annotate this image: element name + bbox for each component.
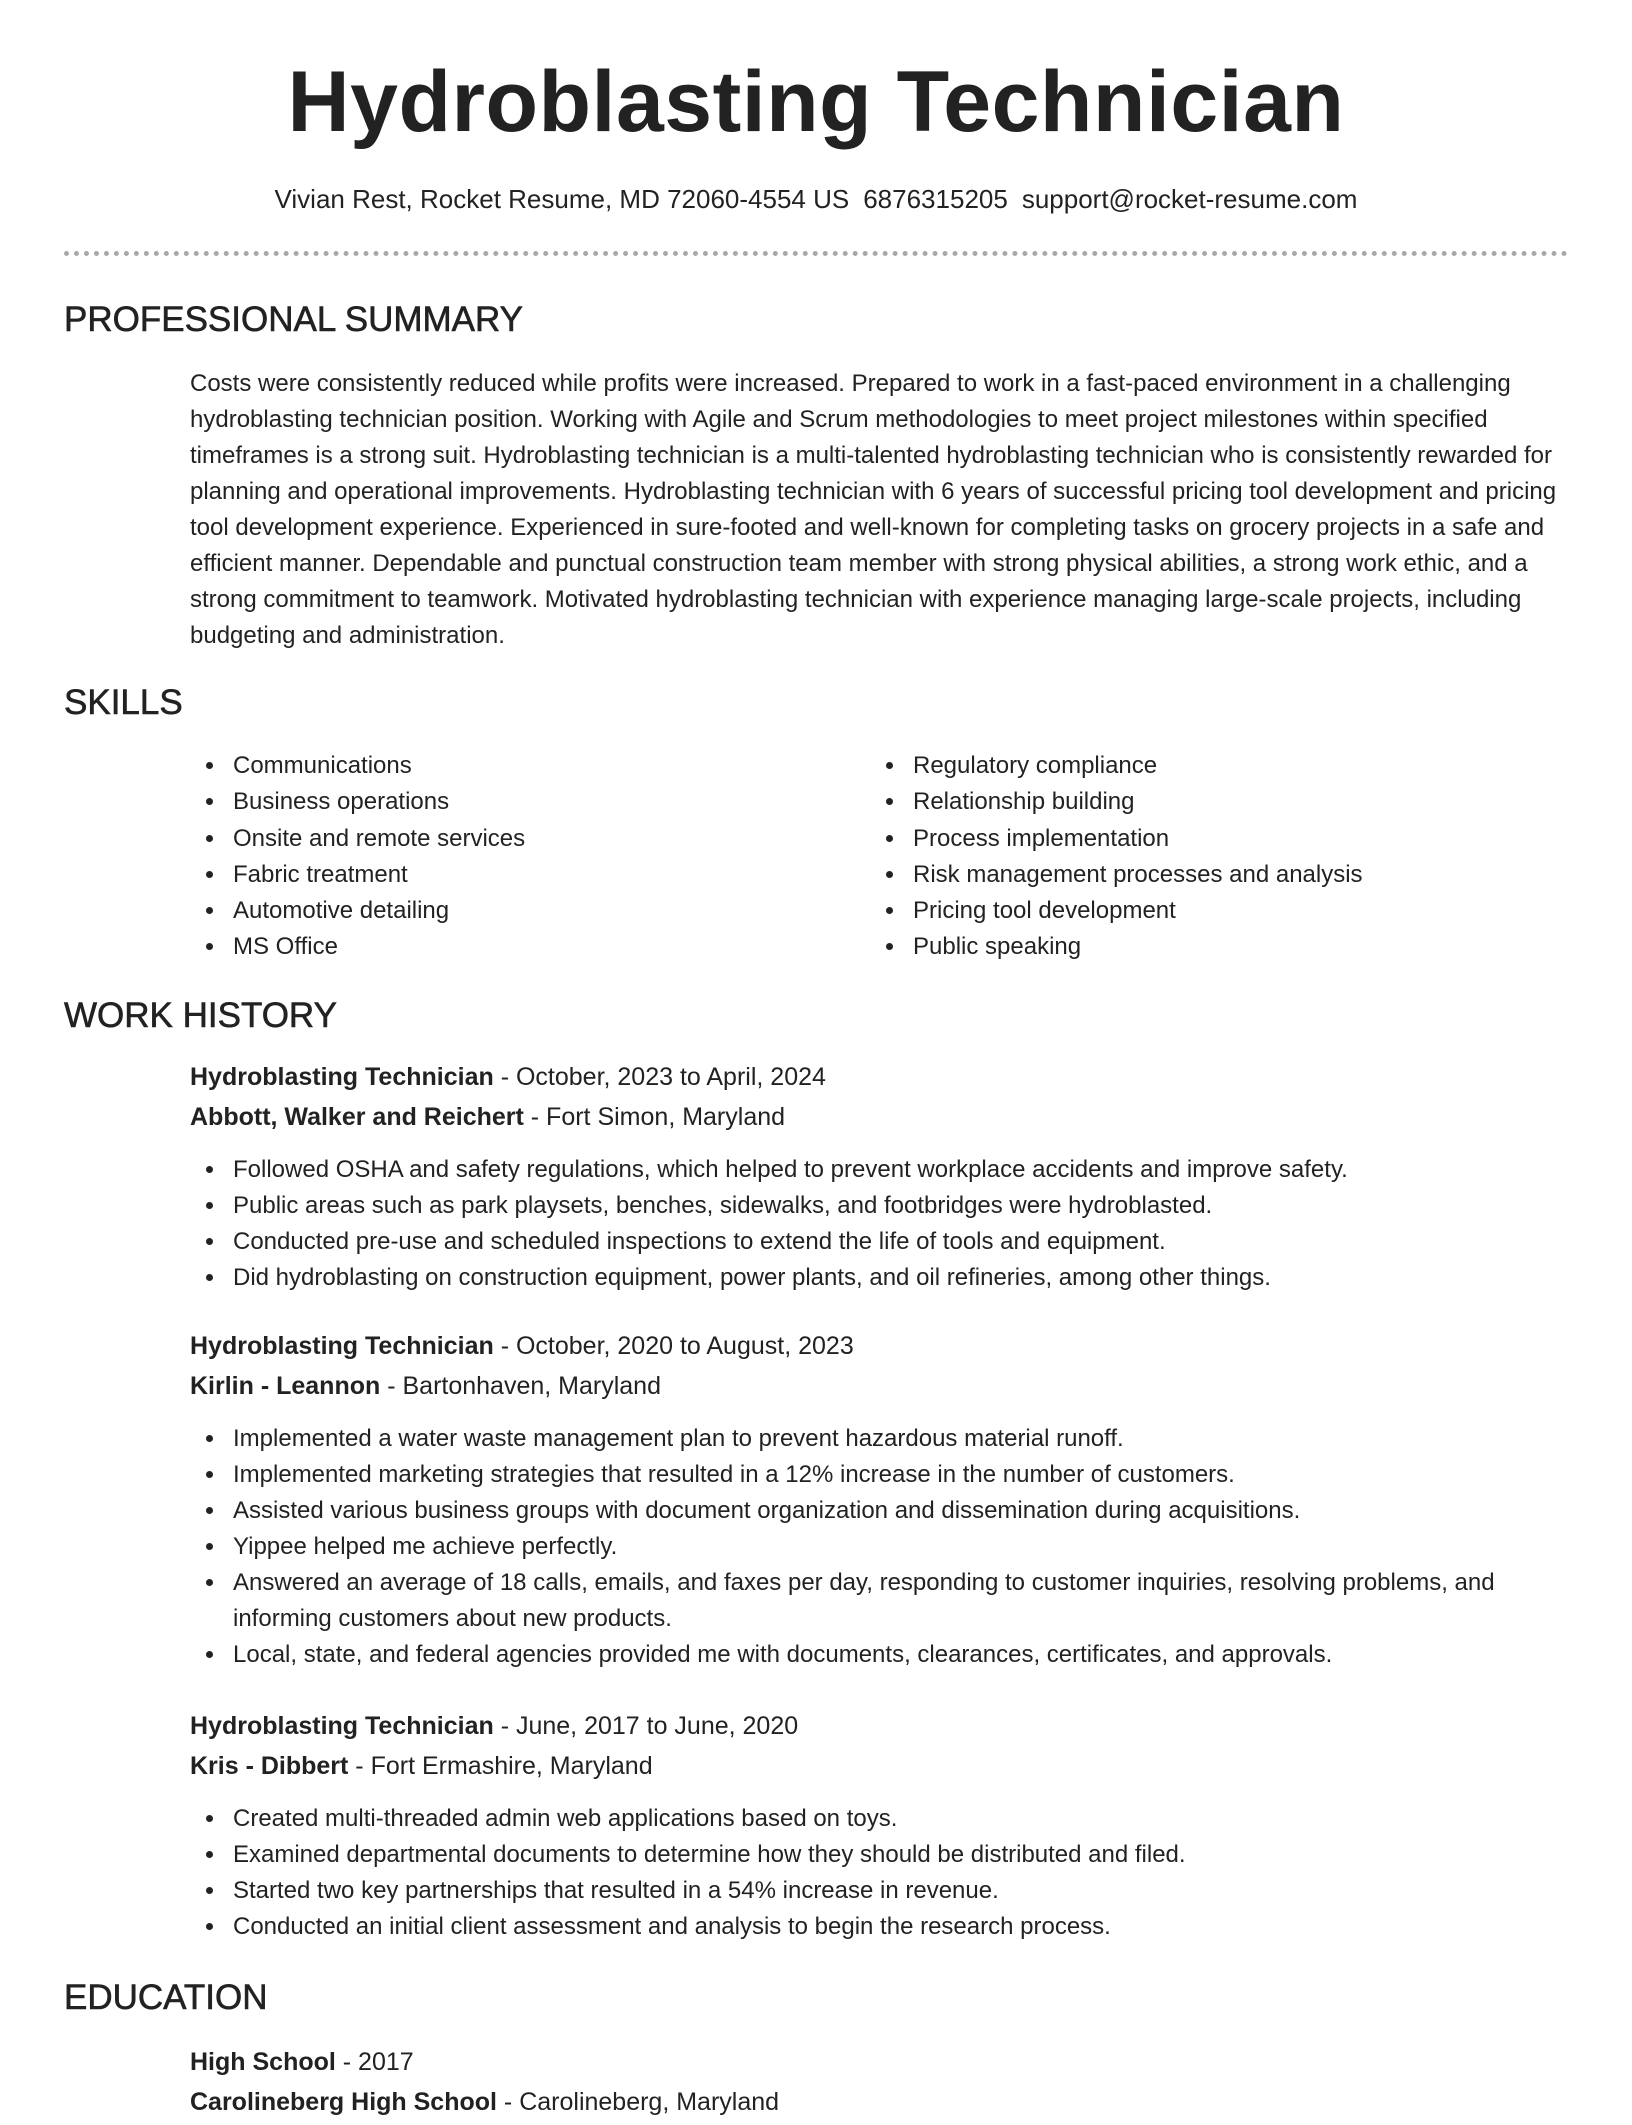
header-divider xyxy=(64,251,1568,256)
job-location: - Bartonhaven, Maryland xyxy=(380,1372,661,1400)
job-company: Kirlin - Leannon xyxy=(190,1372,381,1400)
job-bullet: Conducted an initial client assessment and analysis to begin the research process. xyxy=(233,1909,1570,1945)
job-title: Hydroblasting Technician xyxy=(190,1332,494,1360)
education-degree: High School xyxy=(190,2048,336,2076)
job-title-line xyxy=(190,1329,1570,1369)
job-dates: - October, 2023 to April, 2024 xyxy=(493,1063,826,1091)
job-company-line xyxy=(190,1369,1570,1409)
job-title: Hydroblasting Technician xyxy=(190,1063,494,1091)
job-entry xyxy=(190,1060,1570,1296)
job-bullet: Answered an average of 18 calls, emails, and faxes per day, responding to customer inquiries, resolving problems, and informing customers about new products. xyxy=(233,1565,1570,1637)
contact-email: support@rocket-resume.com xyxy=(1021,184,1358,214)
job-company-line xyxy=(190,1749,1570,1789)
contact-line xyxy=(0,182,1632,216)
education-school: Carolineberg High School xyxy=(190,2088,497,2116)
job-bullets xyxy=(190,1421,1570,1673)
contact-address: Vivian Rest, Rocket Resume, MD 72060-4554 US xyxy=(274,184,850,214)
job-bullet: Yippee helped me achieve perfectly. xyxy=(233,1529,1570,1565)
summary-heading: PROFESSIONAL SUMMARY xyxy=(64,300,523,339)
job-entry xyxy=(190,1329,1570,1673)
job-bullets xyxy=(190,1152,1570,1296)
education-year: - 2017 xyxy=(335,2048,414,2076)
job-dates: - October, 2020 to August, 2023 xyxy=(493,1332,854,1360)
job-bullet: Created multi-threaded admin web applications based on toys. xyxy=(233,1801,1570,1837)
skill-item: Pricing tool development xyxy=(913,893,1363,929)
skill-item: Risk management processes and analysis xyxy=(913,857,1363,893)
job-bullet: Followed OSHA and safety regulations, which helped to prevent workplace accidents and improve safety. xyxy=(233,1152,1570,1188)
skills-list-right xyxy=(870,748,1363,966)
skill-item: Relationship building xyxy=(913,784,1363,820)
education-school-line xyxy=(190,2085,1570,2125)
job-title-line xyxy=(190,1060,1570,1100)
skill-item: Process implementation xyxy=(913,821,1363,857)
job-bullet: Public areas such as park playsets, benches, sidewalks, and footbridges were hydroblasted. xyxy=(233,1188,1570,1224)
job-company: Abbott, Walker and Reichert xyxy=(190,1103,524,1131)
skill-item: Business operations xyxy=(233,784,525,820)
job-bullet: Started two key partnerships that resulted in a 54% increase in revenue. xyxy=(233,1873,1570,1909)
job-company: Kris - Dibbert xyxy=(190,1752,349,1780)
skill-item: Automotive detailing xyxy=(233,893,525,929)
job-location: - Fort Ermashire, Maryland xyxy=(348,1752,653,1780)
work-history-heading: WORK HISTORY xyxy=(64,996,337,1035)
job-bullet: Implemented marketing strategies that resulted in a 12% increase in the number of customers. xyxy=(233,1457,1570,1493)
job-bullet: Local, state, and federal agencies provided me with documents, clearances, certificates, and approvals. xyxy=(233,1637,1570,1673)
education-entry xyxy=(190,2045,1570,2125)
skills-heading: SKILLS xyxy=(64,683,183,722)
job-title: Hydroblasting Technician xyxy=(190,1712,494,1740)
skill-item: MS Office xyxy=(233,929,525,965)
job-entry xyxy=(190,1709,1570,1945)
job-company-line xyxy=(190,1100,1570,1140)
job-bullet: Examined departmental documents to determine how they should be distributed and filed. xyxy=(233,1837,1570,1873)
education-degree-line xyxy=(190,2045,1570,2085)
job-bullet: Did hydroblasting on construction equipment, power plants, and oil refineries, among other things. xyxy=(233,1260,1570,1296)
job-title-line xyxy=(190,1709,1570,1749)
education-heading: EDUCATION xyxy=(64,1978,268,2017)
job-dates: - June, 2017 to June, 2020 xyxy=(493,1712,799,1740)
job-bullet: Assisted various business groups with document organization and dissemination during acquisitions. xyxy=(233,1493,1570,1529)
skill-item: Communications xyxy=(233,748,525,784)
resume-title: Hydroblasting Technician xyxy=(287,54,1345,150)
skill-item: Onsite and remote services xyxy=(233,821,525,857)
skill-item: Regulatory compliance xyxy=(913,748,1363,784)
skill-item: Fabric treatment xyxy=(233,857,525,893)
education-location: - Carolineberg, Maryland xyxy=(496,2088,780,2116)
job-bullet: Conducted pre-use and scheduled inspections to extend the life of tools and equipment. xyxy=(233,1224,1570,1260)
job-bullets xyxy=(190,1801,1570,1945)
contact-phone: 6876315205 xyxy=(863,184,1008,214)
summary-text: Costs were consistently reduced while profits were increased. Prepared to work in a fast-paced environment in a challenging hydroblasting technician position. Working with Agile and Scrum methodologies to meet project milestones within specified timeframes is a strong suit. Hydroblasting technician is a multi-talented hydroblasting technician who is consistently rewarded for planning and operational improvements. Hydroblasting technician with 6 years of successful pricing tool development and pricing tool development experience. Experienced in sure-footed and well-known for completing tasks on grocery projects in a safe and efficient manner. Dependable and punctual construction team member with strong physical abilities, a strong work ethic, and a strong commitment to teamwork. Motivated hydroblasting technician with experience managing large-scale projects, including budgeting and administration. xyxy=(190,370,1557,649)
job-location: - Fort Simon, Maryland xyxy=(523,1103,786,1131)
skill-item: Public speaking xyxy=(913,929,1363,965)
job-bullet: Implemented a water waste management plan to prevent hazardous material runoff. xyxy=(233,1421,1570,1457)
skills-list-left xyxy=(190,748,525,966)
